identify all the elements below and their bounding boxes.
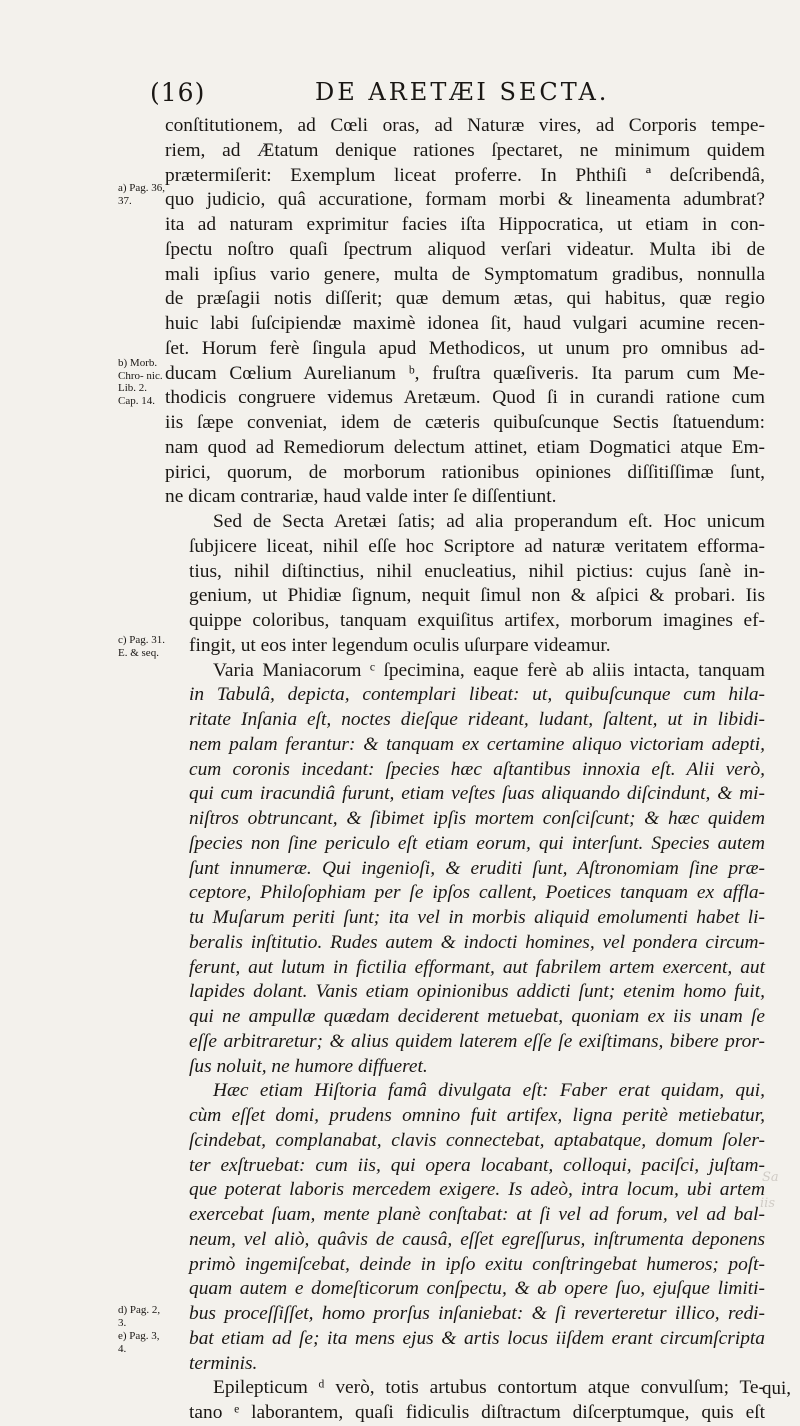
text-line: cum coronis incedant: ſpecies hæc aſtantibus innoxia eſt. Alii verò, <box>189 758 765 780</box>
paragraph-4 <box>165 1079 765 1376</box>
text-line: ferunt, aut lutum in fictilia efformant, aut fabrilem artem exercent, aut <box>189 956 765 978</box>
text-line: beralis inſtitutio. Rudes autem & indocti homines, vel pondera circum- <box>189 931 765 953</box>
text-line: quo judicio, quâ accuratione, formam morbi & lineamenta adumbrat? <box>165 189 765 211</box>
text-line: niſtros obtruncant, & ſibimet ipſis mortem conſciſcunt; & hæc quidem <box>189 808 765 829</box>
text-line: neum, vel aliò, quâvis de causâ, eſſet egreſſurus, inſtrumenta deponens <box>189 1228 765 1250</box>
text-line: que poterat laboris mercedem exigere. Is adeò, intra locum, ubi artem <box>189 1179 765 1201</box>
text-line: ceptore, Philoſophiam per ſe ipſos callent, Poetices tanquam ex affla- <box>189 882 765 904</box>
text-line: in Tabulâ, depicta, contemplari libeat: ut, quibuſcunque cum hila- <box>189 684 765 706</box>
text-line: ter exſtruebat: cum iis, qui opera locabant, colloqui, paciſci, juſtam- <box>189 1154 765 1176</box>
text-line: iis ſæpe conveniat, idem de cæteris quibuſcunque Sectis ſtatuendum: <box>165 412 765 433</box>
text-line: nem palam ferantur: & tanquam ex certamine aliquo victoriam adepti, <box>189 733 765 755</box>
margin-note-e: e) Pag. 3, 4. <box>118 1330 160 1355</box>
text-line: quippe coloribus, tanquam exquiſitus artifex, morborum imagines ef- <box>189 610 765 631</box>
text-line: ne dicam contrariæ, haud valde inter ſe diſſentiunt. <box>165 486 557 508</box>
margin-note-c: c) Pag. 31. E. & seq. <box>118 634 166 659</box>
catchword: qui, <box>762 1378 792 1399</box>
text-line: tu Muſarum periti ſunt; ita vel in morbis aliquid emolumenti habet li- <box>189 907 765 928</box>
text-line: ſubjicere liceat, nihil eſſe hoc Scriptore ad naturæ veritatem efforma- <box>189 535 765 557</box>
text-line: ita ad naturam exprimitur facies iſta Hippocratica, ut etiam in con- <box>165 214 765 235</box>
page-header <box>150 78 760 112</box>
text-line: Varia Maniacorum ᶜ ſpecimina, eaque ferè ab aliis intacta, tanquam <box>213 659 765 681</box>
text-line: terminis. <box>189 1352 258 1374</box>
text-line: bus proceſſiſſet, homo prorſus inſaniebat: & ſi reverteretur illico, redi- <box>189 1303 765 1324</box>
text-line: tano ᵉ laborantem, quaſi fidiculis diſtractum diſcerptumque, quis eſt <box>189 1402 765 1423</box>
text-line: ſus noluit, ne humore diffueret. <box>189 1055 428 1077</box>
paragraph-1 <box>165 114 765 510</box>
paragraph-5 <box>165 1376 765 1426</box>
text-line: prætermiſerit: Exemplum liceat proferre. In Phthiſi ª deſcribendâ, <box>165 164 765 186</box>
margin-note-a: a) Pag. 36, 37. <box>118 182 166 207</box>
text-line: fingit, ut eos inter legendum oculis uſurpare videamur. <box>189 634 611 656</box>
text-line: Epilepticum ᵈ verò, totis artubus contortum atque convulſum; Te- <box>213 1377 765 1399</box>
text-line: Sed de Secta Aretæi ſatis; ad alia properandum eſt. Hoc unicum <box>213 511 765 532</box>
text-line: genium, ut Phidiæ ſignum, nequit ſimul non & aſpici & probari. Iis <box>189 585 765 607</box>
text-line: ſet. Horum ferè ſingula apud Methodicos, ut unum pro omnibus ad- <box>165 337 765 359</box>
text-line: bat etiam ad ſe; ita mens ejus & artis locus iiſdem erant circumſcripta <box>189 1327 765 1349</box>
text-line: pirici, quorum, de morborum rationibus opiniones diſſitiſſimæ ſunt, <box>165 461 765 483</box>
text-line: Hæc etiam Hiſtoria famâ divulgata eſt: Faber erat quidam, qui, <box>213 1080 765 1102</box>
text-line: exercebat ſuam, mente planè conſtabat: at ſi vel ad forum, vel ad bal- <box>189 1204 765 1225</box>
margin-note-d: d) Pag. 2, 3. <box>118 1304 161 1329</box>
text-line: nam quod ad Remediorum delectum attinet, etiam Dogmatici atque Em- <box>165 436 765 458</box>
text-line: ſpectu noſtro quaſi ſpectrum aliquod verſari videatur. Multa ibi de <box>165 238 765 260</box>
text-line: riem, ad Ætatum denique rationes ſpectaret, ne minimum quidem <box>165 139 765 161</box>
text-line: thodicis congruere videmus Aretæum. Quod ſi in curandi ratione cum <box>165 387 765 409</box>
text-line: cùm eſſet domi, prudens omnino fuit artifex, ligna peritè metiebatur, <box>189 1105 765 1126</box>
body-text <box>165 114 765 1426</box>
text-line: lapides dolant. Vanis etiam opinionibus addicti ſunt; etenim homo fuit, <box>189 981 765 1003</box>
text-line: primò ingemiſcebat, deinde in ipſo exitu conſtringebat humeros; poſt- <box>189 1253 765 1275</box>
margin-note-b: b) Morb. Chro- nic. Lib. 2. Cap. 14. <box>118 357 163 407</box>
text-line: huic labi ſuſcipiendæ maximè idonea ſit, haud vulgari acumine recen- <box>165 313 765 334</box>
text-line: ſcindebat, complanabat, clavis connectebat, aptabatque, domum ſoler- <box>189 1129 765 1151</box>
text-line: mali ipſius vario genere, multa de Symptomatum gradibus, nonnulla <box>165 263 765 285</box>
text-line: conſtitutionem, ad Cœli oras, ad Naturæ vires, ad Corporis tempe- <box>165 115 765 136</box>
paragraph-3 <box>165 659 765 1080</box>
text-line: de præſagii notis diſſerit; quæ demum ætas, qui habitus, quæ regio <box>165 288 765 310</box>
text-line: tius, nihil diſtinctius, nihil enucleatius, nihil pictius: cujus ſanè in- <box>189 560 765 582</box>
page-number: (16) <box>150 78 206 107</box>
text-line: ducam Cœlium Aurelianum ᵇ, fruſtra quæſiveris. Ita parum cum Me- <box>165 362 765 384</box>
paragraph-2 <box>165 510 765 659</box>
bleed-through-mark: iis <box>760 1196 775 1211</box>
text-line: ritate Inſania eſt, noctes dieſque rideant, ludant, ſaltent, ut in libidi- <box>189 709 765 730</box>
text-line: qui ne ampullæ quædam deciderent metuebat, quoniam ex iis unam ſe <box>189 1006 765 1027</box>
running-head: DE ARETÆI SECTA. <box>315 78 610 106</box>
text-line: ſpecies non ſine periculo eſt etiam eorum, qui interſunt. Species autem <box>189 832 765 854</box>
bleed-through-mark: Sa <box>762 1170 779 1185</box>
text-line: quam autem e domeſticorum conſpectu, & ab opere ſuo, ejuſque limiti- <box>189 1278 765 1300</box>
text-line: eſſe arbitraretur; & alius quidem laterem eſſe ſe exiſtimans, bibere pror- <box>189 1030 765 1052</box>
text-line: ſunt innumeræ. Qui ingenioſi, & eruditi ſunt, Aſtronomiam ſine præ- <box>189 857 765 879</box>
text-line: qui cum iracundiâ furunt, etiam veſtes ſuas aliquando diſcindunt, & mi- <box>189 783 765 805</box>
